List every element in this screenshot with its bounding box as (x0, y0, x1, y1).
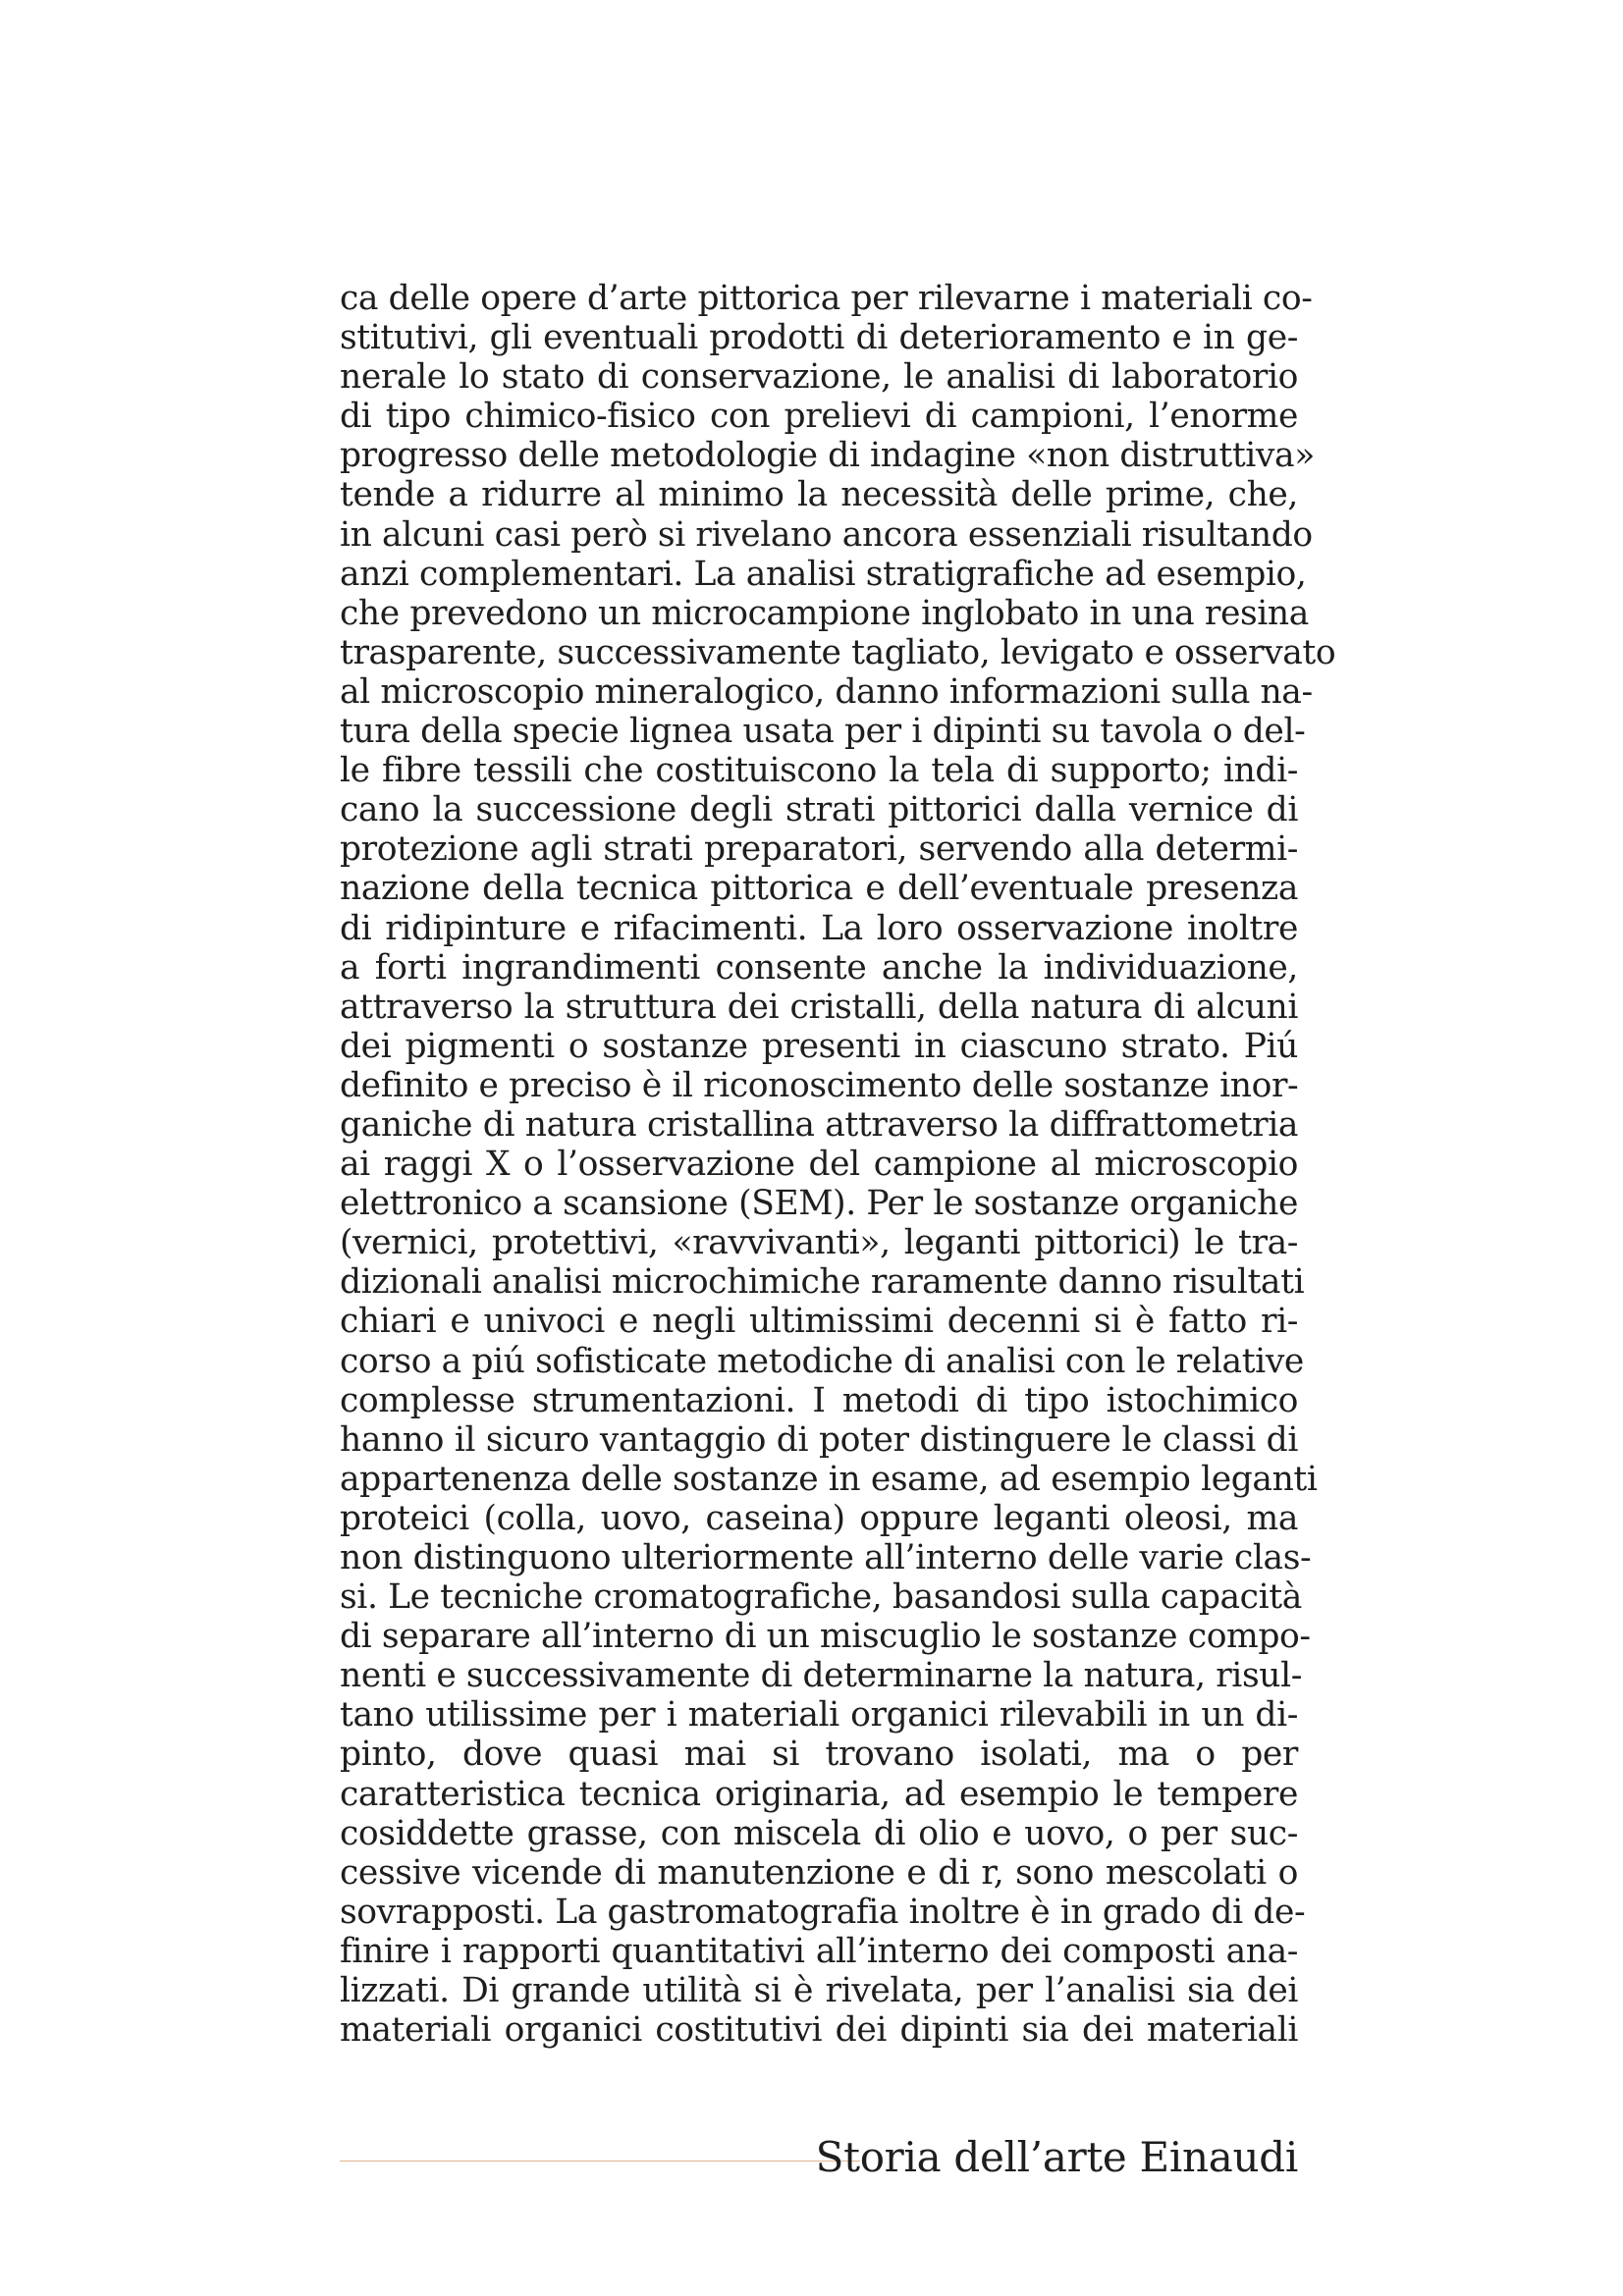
text-line: elettronico a scansione (SEM). Per le sostanze organiche (340, 1184, 1298, 1224)
text-line: sovrapposti. La gastromatografia inoltre è in grado di de- (340, 1892, 1306, 1932)
body-text (340, 279, 1336, 2051)
text-line: cessive vicende di manutenzione e di r, sono mescolati o (340, 1852, 1298, 1893)
text-line: chiari e univoci e negli ultimissimi decenni si è fatto ri- (340, 1302, 1298, 1342)
text-line: le fibre tessili che costituiscono la tela di supporto; indi- (340, 751, 1298, 791)
text-line: tende a ridurre al minimo la necessità delle prime, che, (340, 475, 1298, 515)
text-line: caratteristica tecnica originaria, ad esempio le tempere (340, 1774, 1298, 1814)
text-line: cano la successione degli strati pittorici dalla vernice di (340, 790, 1298, 830)
text-line: stitutivi, gli eventuali prodotti di deterioramento e in ge- (340, 318, 1298, 358)
text-line: attraverso la struttura dei cristalli, della natura di alcuni (340, 987, 1298, 1027)
text-line: a forti ingrandimenti consente anche la individuazione, (340, 947, 1298, 988)
text-line: tano utilissime per i materiali organici rilevabili in un di- (340, 1695, 1298, 1735)
footer-title: Storia dell’arte Einaudi (815, 2133, 1298, 2181)
text-line: nerale lo stato di conservazione, le analisi di laboratorio (340, 357, 1298, 398)
text-line: in alcuni casi però si rivelano ancora essenziali risultando (340, 514, 1313, 555)
text-line: protezione agli strati preparatori, servendo alla determi- (340, 829, 1298, 870)
text-line: dizionali analisi microchimiche raramente danno risultati (340, 1262, 1305, 1303)
text-line: ai raggi X o l’osservazione del campione al microscopio (340, 1145, 1298, 1185)
text-line: cosiddette grasse, con miscela di olio e uovo, o per suc- (340, 1813, 1298, 1853)
text-line: definito e preciso è il riconoscimento delle sostanze inor- (340, 1065, 1299, 1105)
text-line: dei pigmenti o sostanze presenti in ciascuno strato. Piú (340, 1026, 1298, 1066)
text-line: nenti e successivamente di determinarne la natura, risul- (340, 1656, 1302, 1696)
text-line: trasparente, successivamente tagliato, levigato e osservato (340, 632, 1336, 672)
text-line: lizzati. Di grande utilità si è rivelata, per l’analisi sia dei (340, 1971, 1298, 2011)
text-line: corso a piú sofisticate metodiche di analisi con le relative (340, 1341, 1304, 1381)
text-line: al microscopio mineralogico, danno informazioni sulla na- (340, 671, 1313, 712)
text-line: (vernici, protettivi, «ravvivanti», leganti pittorici) le tra- (340, 1223, 1298, 1263)
text-line: nazione della tecnica pittorica e dell’eventuale presenza (340, 869, 1298, 909)
text-line: progresso delle metodologie di indagine «non distruttiva» (340, 436, 1315, 476)
text-line: ganiche di natura cristallina attraverso la diffrattometria (340, 1104, 1298, 1145)
text-line: tura della specie lignea usata per i dipinti su tavola o del- (340, 712, 1306, 752)
text-line: appartenenza delle sostanze in esame, ad esempio leganti (340, 1459, 1318, 1499)
text-line: di separare all’interno di un miscuglio le sostanze compo- (340, 1617, 1311, 1657)
text-line: si. Le tecniche cromatografiche, basandosi sulla capacità (340, 1577, 1302, 1618)
text-line: ca delle opere d’arte pittorica per rilevarne i materiali co- (340, 279, 1313, 318)
text-line: materiali organici costitutivi dei dipinti sia dei materiali (340, 2010, 1298, 2051)
text-line: di tipo chimico-fisico con prelievi di campioni, l’enorme (340, 397, 1298, 437)
text-line: complesse strumentazioni. I metodi di tipo istochimico (340, 1380, 1298, 1420)
text-line: proteici (colla, uovo, caseina) oppure leganti oleosi, ma (340, 1498, 1298, 1538)
text-line: anzi complementari. La analisi stratigrafiche ad esempio, (340, 554, 1307, 594)
page-footer (340, 2130, 1298, 2189)
text-line: che prevedono un microcampione inglobato in una resina (340, 593, 1309, 633)
text-line: non distinguono ulteriormente all’interno delle varie clas- (340, 1538, 1312, 1577)
text-line: di ridipinture e rifacimenti. La loro osservazione inoltre (340, 908, 1298, 948)
text-line: hanno il sicuro vantaggio di poter distinguere le classi di (340, 1419, 1298, 1460)
footer-rule (340, 2161, 860, 2162)
text-line: finire i rapporti quantitativi all’interno dei composti ana- (340, 1931, 1298, 1971)
text-line: pinto, dove quasi mai si trovano isolati, ma o per (340, 1735, 1298, 1775)
